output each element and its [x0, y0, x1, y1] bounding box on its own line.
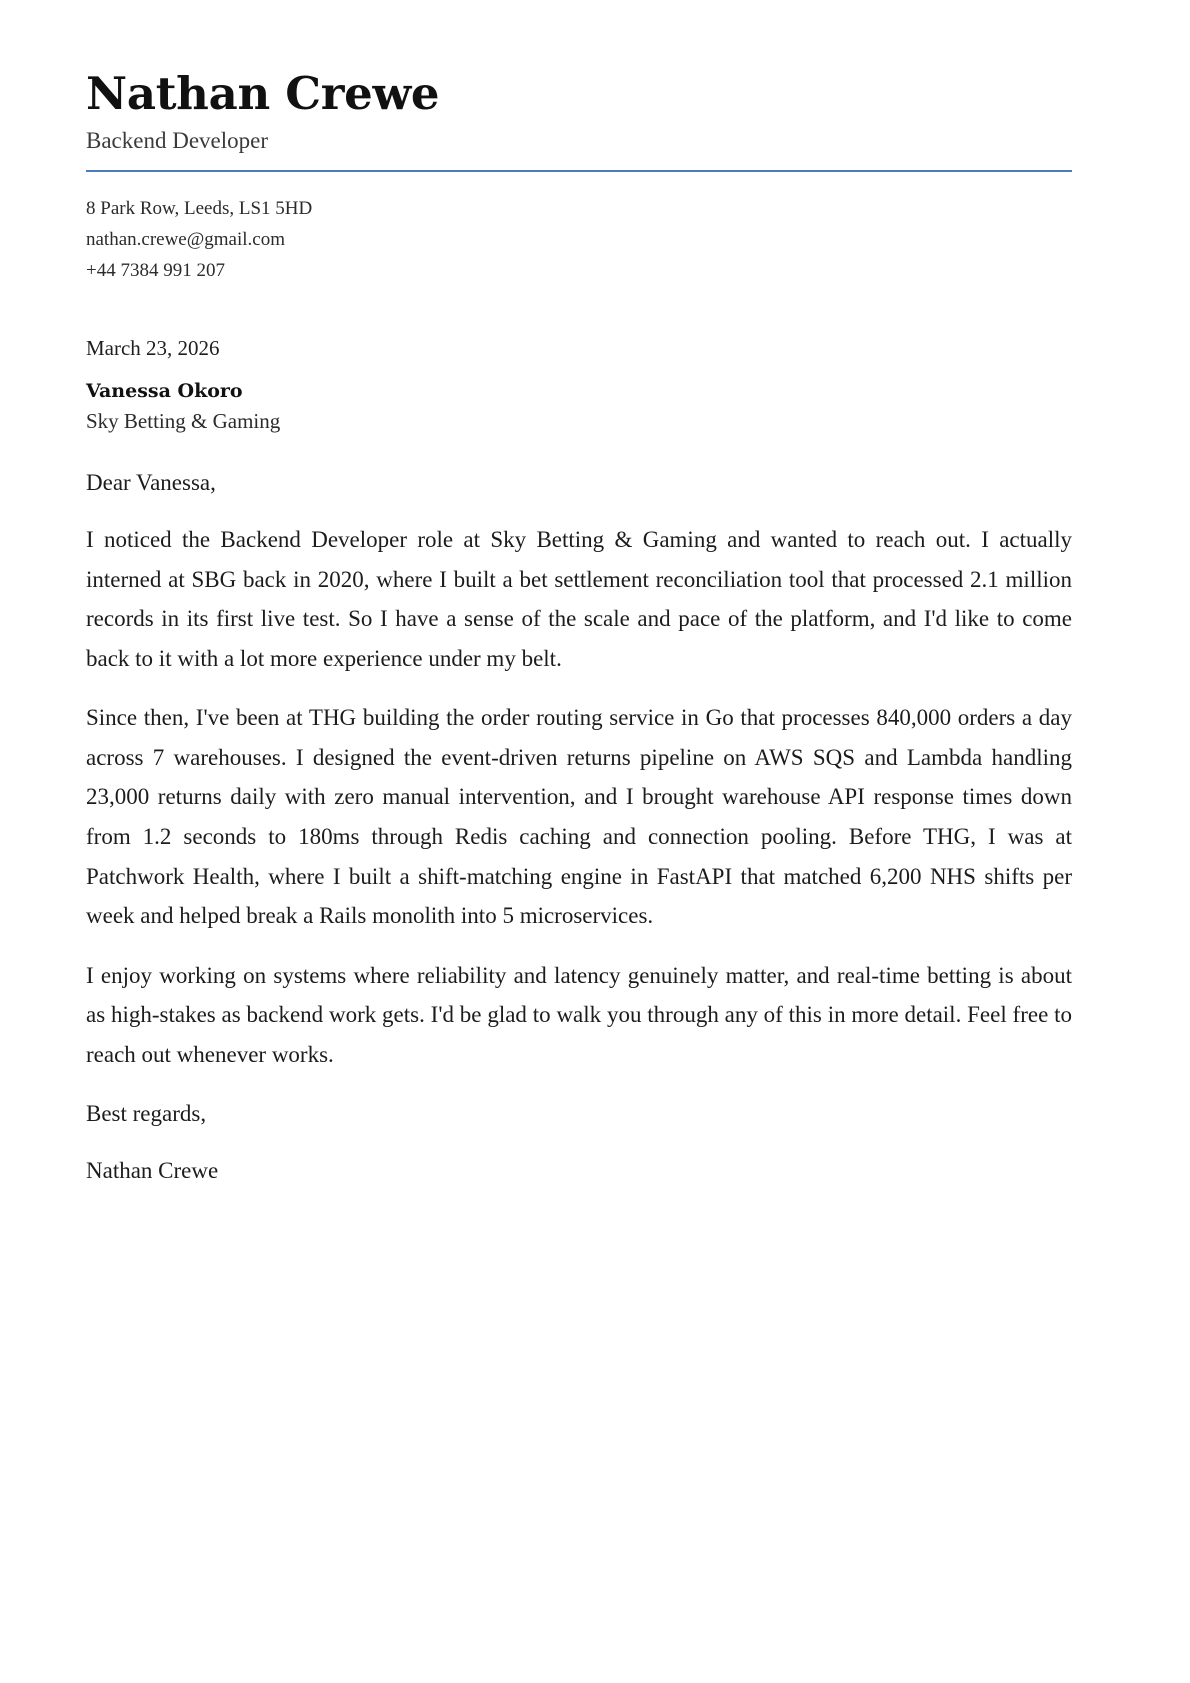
recipient-company: Sky Betting & Gaming [86, 408, 281, 433]
body-paragraph-3: I enjoy working on systems where reliability and latency genuinely matter, and real-time betting is about as high-stakes as backend work gets. I'd be glad to walk you through any of this in more detail. Feel free to reach out whenever works. [86, 962, 1072, 1067]
letter-date: March 23, 2026 [86, 336, 220, 361]
contact-block [86, 194, 1072, 286]
letter-header [86, 67, 1072, 172]
signature-name: Nathan Crewe [86, 1158, 219, 1184]
recipient-name: Vanessa Okoro [86, 380, 243, 403]
body-paragraph-1: I noticed the Backend Developer role at Sky Betting & Gaming and wanted to reach out. I actually interned at SBG back in 2020, where I built a bet settlement reconciliation tool that processed 2.1 million records in its first live test. So I have a sense of the scale and pace of the platform, and I'd like to come back to it with a lot more experience under my belt. [86, 527, 1072, 671]
letter-body [86, 463, 1072, 1190]
candidate-job-title: Backend Developer [86, 127, 269, 153]
body-paragraph-2: Since then, I've been at THG building the order routing service in Go that processes 840,000 orders a day across 7 warehouses. I designed the event-driven returns pipeline on AWS SQS and Lambda handling 23,000 returns daily with zero manual intervention, and I brought warehouse API response times down from 1.2 seconds to 180ms through Redis caching and connection pooling. Before THG, I was at Patchwork Health, where I built a shift-matching engine in FastAPI that matched 6,200 NHS shifts per week and helped break a Rails monolith into 5 microservices. [86, 705, 1072, 929]
contact-address: 8 Park Row, Leeds, LS1 5HD [86, 198, 313, 220]
letter-meta-block [86, 332, 1072, 437]
closing-salutation: Best regards, [86, 1101, 207, 1127]
contact-email[interactable]: nathan.crewe@gmail.com [86, 228, 285, 250]
candidate-name: Nathan Crewe [86, 67, 440, 120]
contact-phone[interactable]: +44 7384 991 207 [86, 259, 225, 281]
header-divider [86, 170, 1072, 172]
salutation: Dear Vanessa, [86, 470, 216, 496]
